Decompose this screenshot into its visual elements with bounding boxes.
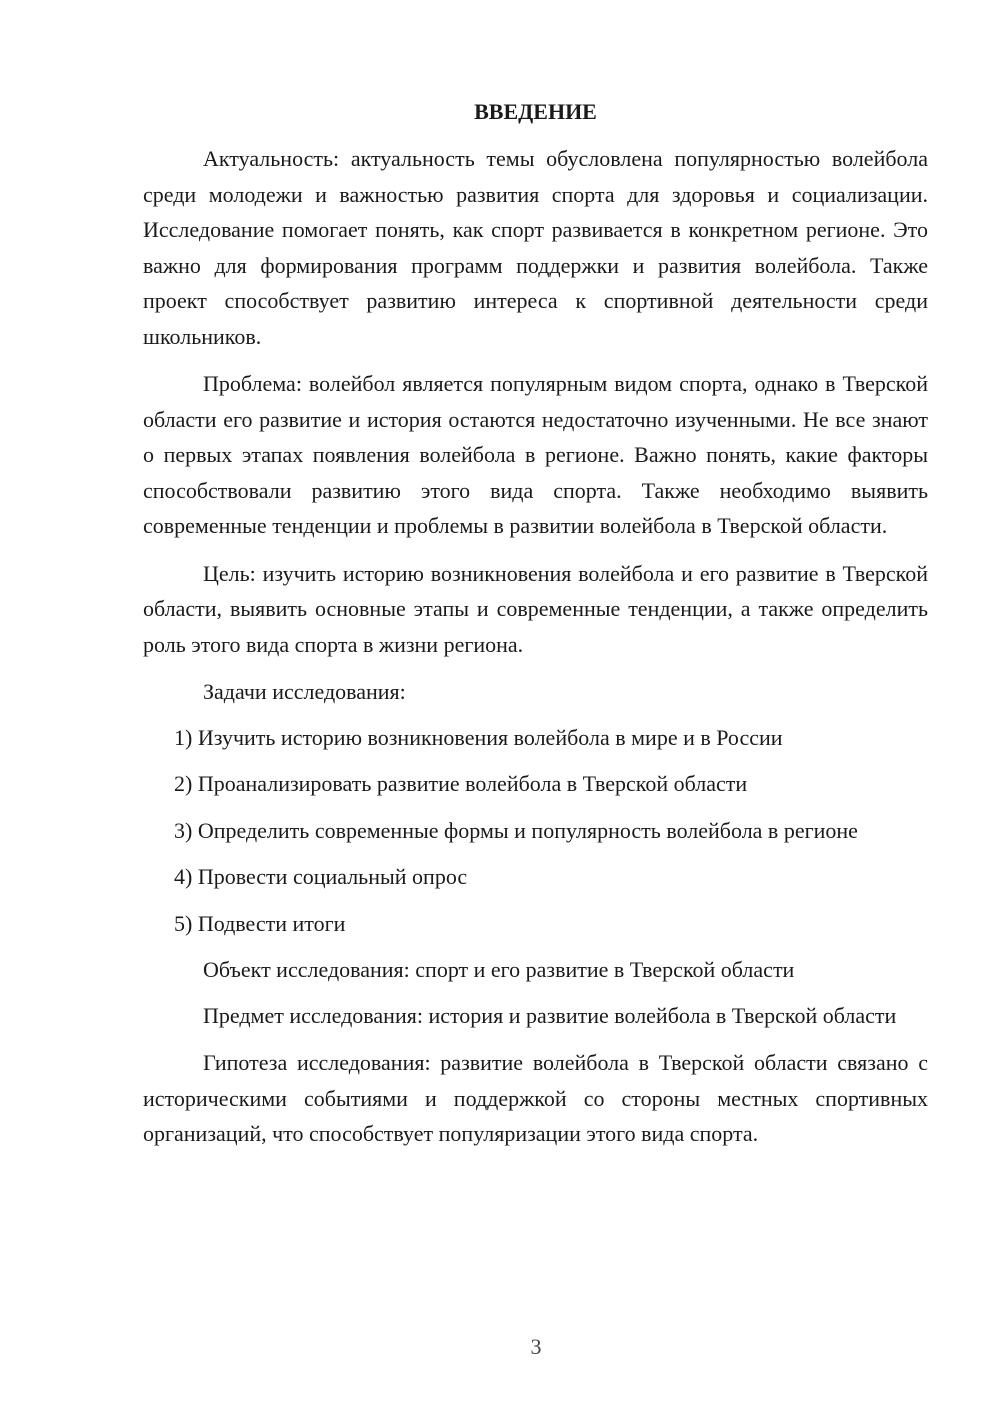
page-number: 3 <box>530 1334 542 1359</box>
paragraph-relevance: Актуальность: актуальность темы обусловлена популярностью волейбола среди молодежи и важностью развития спорта для здоровья и социализации. Исследование помогает понять, как спорт развивается в конкретном регионе. Это важно для формирования программ поддержки и развития волейбола. Также проект способствует развитию интереса к спортивной деятельности среди школьников. <box>143 146 928 349</box>
tasks-heading: Задачи исследования: <box>203 679 406 704</box>
paragraph-goal: Цель: изучить историю возникновения волейбола и его развитие в Тверской области, выявить основные этапы и современные тенденции, а также определить роль этого вида спорта в жизни региона. <box>143 560 928 657</box>
task-item-5: 5) Подвести итоги <box>174 910 346 936</box>
task-item-3: 3) Определить современные формы и популярность волейбола в регионе <box>174 817 858 843</box>
paragraph-object: Объект исследования: спорт и его развитие в Тверской области <box>203 957 795 982</box>
document-page <box>143 94 928 1164</box>
paragraph-hypothesis: Гипотеза исследования: развитие волейбола в Тверской области связано с историческими событиями и поддержкой со стороны местных спортивных организаций, что способствует популяризации этого вида спорта. <box>143 1050 928 1146</box>
task-item-4: 4) Провести социальный опрос <box>174 864 468 889</box>
paragraph-problem: Проблема: волейбол является популярным видом спорта, однако в Тверской области его развитие и история остаются недостаточно изученными. Не все знают о первых этапах появления волейбола в регионе. Важно понять, какие факторы способствовали развитию этого вида спорта. Также необходимо выявить современные тенденции и проблемы в развитии волейбола в Тверской области. <box>143 371 928 538</box>
section-title: ВВЕДЕНИЕ <box>474 99 597 124</box>
task-item-1: 1) Изучить историю возникновения волейбола в мире и в России <box>174 724 783 750</box>
task-item-2: 2) Проанализировать развитие волейбола в Тверской области <box>174 771 748 796</box>
paragraph-subject: Предмет исследования: история и развитие волейбола в Тверской области <box>203 1002 897 1028</box>
